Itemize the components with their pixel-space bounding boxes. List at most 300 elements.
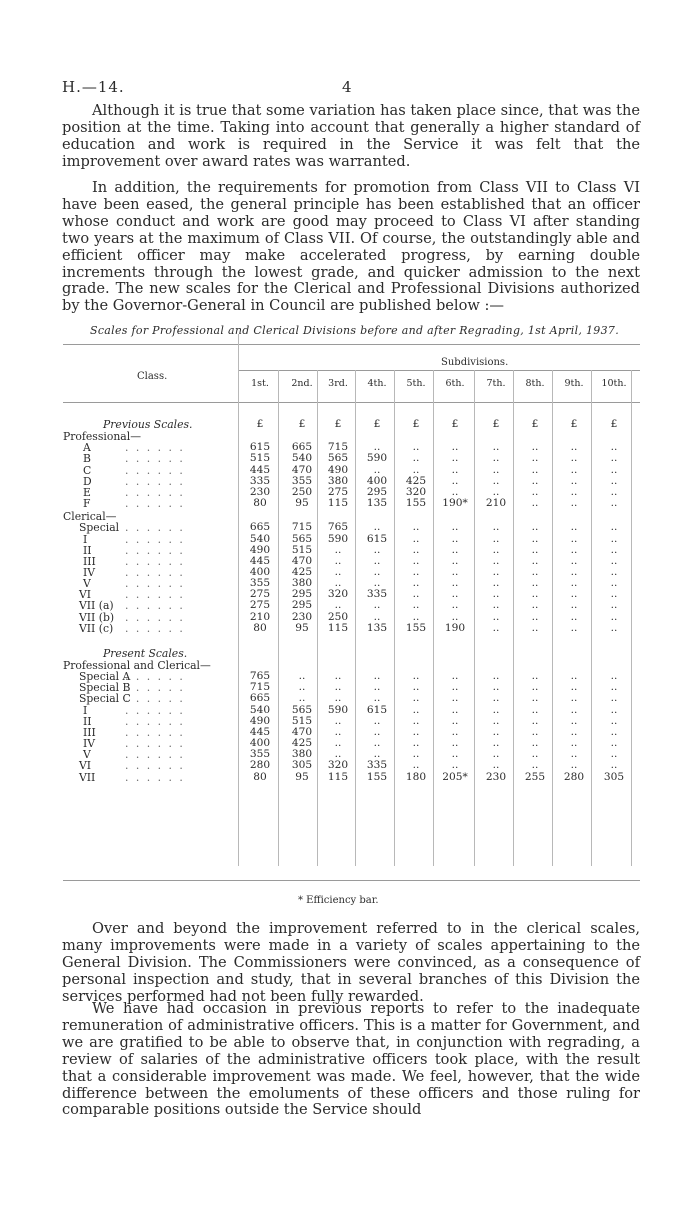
table-cell: ..: [531, 610, 539, 623]
table-cell: ..: [451, 577, 459, 590]
table-cell: 445: [249, 463, 271, 476]
table-bottom-rule: [63, 880, 640, 881]
table-cell: ..: [412, 692, 420, 705]
table-cell: ..: [610, 621, 618, 634]
table-cell: ..: [412, 543, 420, 556]
leader-dots: . . . . . .: [125, 441, 185, 455]
table-cell: 715: [249, 681, 271, 694]
table-cell: ..: [610, 610, 618, 623]
table-cell: ..: [570, 748, 578, 761]
table-cell: 540: [249, 532, 271, 545]
leader-dots: . . . . . .: [125, 610, 185, 624]
table-cell: ..: [373, 681, 381, 694]
table-cell: ..: [373, 748, 381, 761]
paragraph-1: Although it is true that some variation has taken place since, that was the position at the time. Taking into account that generally a higher standard of education and work is required in the Service it was felt that the improvement over award rates was warranted.: [62, 102, 640, 170]
table-cell: ..: [610, 565, 618, 578]
table-cell: ..: [531, 452, 539, 465]
group-label: Clerical—: [63, 510, 117, 524]
table-cell: ..: [531, 737, 539, 750]
salary-scales-table: [63, 344, 640, 884]
table-cell: ..: [451, 703, 459, 716]
leader-dots: . . . . . .: [125, 463, 185, 477]
table-cell: 275: [249, 588, 271, 601]
table-footnote: * Efficiency bar.: [298, 895, 379, 906]
table-cell: ..: [373, 725, 381, 738]
table-cell: ..: [492, 681, 500, 694]
table-cell: ..: [492, 588, 500, 601]
table-cell: ..: [451, 543, 459, 556]
table-cell: ..: [373, 463, 381, 476]
table-cell: 515: [291, 714, 313, 727]
currency-symbol: £: [451, 418, 459, 430]
table-cell: ..: [610, 725, 618, 738]
header-bottom-rule: [63, 402, 640, 403]
leader-dots: . . . . . .: [125, 670, 185, 684]
leader-dots: . . . . . .: [125, 748, 185, 762]
table-cell: ..: [610, 599, 618, 612]
column-separator: [238, 334, 239, 866]
table-caption: Scales for Professional and Clerical Divisions before and after Regrading, 1st April, 1937.: [90, 324, 619, 337]
table-cell: 590: [366, 452, 388, 465]
table-cell: ..: [570, 588, 578, 601]
leader-dots: . . . . . .: [125, 725, 185, 739]
leader-dots: . . . . . .: [125, 714, 185, 728]
table-cell: ..: [492, 748, 500, 761]
table-cell: ..: [373, 554, 381, 567]
table-cell: 565: [291, 703, 313, 716]
table-cell: 95: [295, 497, 309, 510]
table-cell: ..: [531, 554, 539, 567]
leader-dots: . . . . . .: [125, 681, 185, 695]
table-row-label: VII (b): [79, 610, 115, 624]
leader-dots: . . . . . .: [125, 497, 185, 511]
leader-dots: . . . . . .: [125, 621, 185, 635]
table-cell: ..: [451, 554, 459, 567]
table-cell: ..: [334, 725, 342, 738]
table-cell: 115: [327, 770, 349, 783]
table-cell: ..: [412, 521, 420, 534]
table-cell: 275: [249, 599, 271, 612]
table-cell: 135: [366, 621, 388, 634]
leader-dots: . . . . . .: [125, 565, 185, 579]
table-cell: ..: [610, 452, 618, 465]
table-cell: ..: [412, 670, 420, 683]
table-row-label: II: [83, 714, 92, 728]
subdivision-header-7: 7th.: [486, 378, 506, 389]
table-cell: ..: [492, 610, 500, 623]
table-cell: ..: [334, 554, 342, 567]
table-cell: ..: [373, 670, 381, 683]
table-cell: ..: [531, 621, 539, 634]
table-cell: ..: [570, 554, 578, 567]
table-row-label: III: [83, 554, 96, 568]
table-cell: ..: [412, 599, 420, 612]
table-cell: ..: [610, 497, 618, 510]
table-cell: ..: [451, 714, 459, 727]
table-cell: 765: [249, 670, 271, 683]
table-cell: ..: [492, 441, 500, 454]
table-cell: 155: [405, 497, 427, 510]
table-cell: ..: [451, 588, 459, 601]
currency-symbol: £: [298, 418, 306, 430]
table-cell: ..: [610, 543, 618, 556]
table-cell: 335: [366, 588, 388, 601]
table-cell: 115: [327, 497, 349, 510]
table-cell: ..: [412, 452, 420, 465]
column-separator: [513, 370, 514, 866]
table-cell: ..: [451, 670, 459, 683]
table-cell: ..: [451, 565, 459, 578]
table-row-label: Special C: [79, 692, 131, 706]
subdivision-header-2: 2nd.: [291, 378, 313, 389]
section-heading: Previous Scales.: [103, 418, 193, 431]
table-cell: ..: [570, 621, 578, 634]
table-cell: 665: [249, 692, 271, 705]
table-cell: 230: [485, 770, 507, 783]
table-cell: ..: [570, 681, 578, 694]
table-cell: ..: [492, 521, 500, 534]
table-cell: 190*: [442, 497, 468, 510]
table-cell: ..: [492, 577, 500, 590]
table-cell: ..: [492, 599, 500, 612]
table-cell: 355: [249, 748, 271, 761]
table-cell: ..: [531, 759, 539, 772]
table-cell: 155: [366, 770, 388, 783]
table-cell: ..: [531, 714, 539, 727]
table-cell: ..: [412, 588, 420, 601]
table-cell: ..: [570, 610, 578, 623]
table-cell: ..: [412, 714, 420, 727]
subdivision-header-10: 10th.: [601, 378, 627, 389]
table-cell: ..: [412, 703, 420, 716]
table-cell: ..: [451, 485, 459, 498]
table-row-label: VI: [79, 588, 92, 602]
table-cell: 320: [405, 485, 427, 498]
table-cell: 515: [249, 452, 271, 465]
leader-dots: . . . . . .: [125, 474, 185, 488]
table-cell: ..: [610, 748, 618, 761]
table-cell: ..: [610, 759, 618, 772]
table-cell: ..: [610, 681, 618, 694]
table-cell: ..: [531, 497, 539, 510]
leader-dots: . . . . . .: [125, 577, 185, 591]
leader-dots: . . . . . .: [125, 485, 185, 499]
table-cell: ..: [492, 621, 500, 634]
table-cell: ..: [412, 441, 420, 454]
table-cell: ..: [451, 725, 459, 738]
table-cell: 565: [327, 452, 349, 465]
table-cell: 540: [249, 703, 271, 716]
subdivisions-underline: [239, 370, 640, 371]
table-cell: 380: [291, 748, 313, 761]
table-cell: ..: [492, 725, 500, 738]
table-row-label: Special: [79, 521, 120, 535]
table-cell: ..: [570, 441, 578, 454]
table-cell: ..: [492, 452, 500, 465]
currency-symbol: £: [570, 418, 578, 430]
table-cell: ..: [570, 532, 578, 545]
column-separator: [317, 370, 318, 866]
table-cell: ..: [531, 474, 539, 487]
subdivision-header-4: 4th.: [367, 378, 387, 389]
paragraph-4: We have had occasion in previous reports to refer to the inadequate remuneration of administrative officers. This is a matter for Government, and we are gratified to be able to observe that, in conjunction with regrading, a review of salaries of the administrative officers took place, with the result that a considerable improvement was made. We feel, however, that the wide difference between the emoluments of these officers and those ruling for comparable positions outside the Service should: [62, 1000, 640, 1119]
table-row-label: A: [83, 441, 91, 455]
table-cell: ..: [531, 588, 539, 601]
table-cell: ..: [334, 670, 342, 683]
table-cell: 205*: [442, 770, 468, 783]
table-cell: 590: [327, 703, 349, 716]
table-cell: 230: [249, 485, 271, 498]
table-cell: ..: [298, 681, 306, 694]
table-cell: 180: [405, 770, 427, 783]
table-cell: ..: [373, 441, 381, 454]
group-label: Professional—: [63, 430, 141, 444]
column-separator: [631, 370, 632, 866]
table-cell: 400: [366, 474, 388, 487]
table-row-label: II: [83, 543, 92, 557]
table-cell: 590: [327, 532, 349, 545]
leader-dots: . . . . . .: [125, 737, 185, 751]
table-row-label: IV: [83, 565, 96, 579]
table-cell: ..: [531, 692, 539, 705]
table-row-label: I: [83, 703, 88, 717]
table-cell: 320: [327, 588, 349, 601]
report-reference: H.—14.: [62, 78, 125, 96]
table-cell: ..: [531, 543, 539, 556]
table-cell: ..: [334, 714, 342, 727]
table-cell: 155: [405, 621, 427, 634]
table-cell: ..: [373, 599, 381, 612]
table-cell: 715: [327, 441, 349, 454]
table-cell: ..: [334, 565, 342, 578]
table-row-label: V: [83, 577, 91, 591]
table-cell: 490: [249, 714, 271, 727]
table-cell: ..: [610, 577, 618, 590]
table-cell: 400: [249, 565, 271, 578]
table-cell: ..: [451, 681, 459, 694]
table-cell: ..: [334, 692, 342, 705]
table-cell: ..: [492, 554, 500, 567]
leader-dots: . . . . . .: [125, 452, 185, 466]
table-cell: ..: [531, 463, 539, 476]
table-cell: ..: [570, 452, 578, 465]
subdivision-header-3: 3rd.: [328, 378, 348, 389]
table-cell: ..: [531, 725, 539, 738]
table-cell: 80: [253, 770, 267, 783]
table-cell: 305: [603, 770, 625, 783]
currency-symbol: £: [492, 418, 500, 430]
column-separator: [552, 370, 553, 866]
table-cell: 250: [327, 610, 349, 623]
table-cell: 490: [249, 543, 271, 556]
table-cell: ..: [451, 748, 459, 761]
table-cell: ..: [373, 714, 381, 727]
table-row-label: VI: [79, 759, 92, 773]
currency-symbol: £: [256, 418, 264, 430]
table-cell: ..: [492, 565, 500, 578]
section-heading: Present Scales.: [103, 646, 188, 660]
table-row-label: VII (c): [79, 621, 114, 635]
table-cell: 295: [291, 588, 313, 601]
table-cell: ..: [492, 759, 500, 772]
table-cell: ..: [570, 463, 578, 476]
table-cell: ..: [570, 543, 578, 556]
column-separator: [278, 370, 279, 866]
table-cell: ..: [610, 554, 618, 567]
table-cell: ..: [570, 599, 578, 612]
table-cell: 275: [327, 485, 349, 498]
leader-dots: . . . . . .: [125, 692, 185, 706]
class-column-header: Class.: [137, 371, 168, 382]
table-row-label: IV: [83, 737, 96, 751]
column-separator: [355, 370, 356, 866]
table-cell: 335: [249, 474, 271, 487]
table-cell: ..: [492, 532, 500, 545]
table-cell: ..: [570, 485, 578, 498]
table-cell: ..: [412, 725, 420, 738]
table-cell: ..: [412, 463, 420, 476]
table-cell: ..: [451, 463, 459, 476]
table-cell: ..: [570, 497, 578, 510]
column-separator: [394, 370, 395, 866]
paragraph-3: Over and beyond the improvement referred to in the clerical scales, many improvements were made in a variety of scales appertaining to the General Division. The Commissioners were convinced, as a consequence of personal inspection and study, that in several branches of this Division the services performed had not been fully rewarded.: [62, 920, 640, 1005]
table-cell: ..: [298, 692, 306, 705]
subdivisions-header: Subdivisions.: [441, 357, 509, 368]
table-cell: ..: [570, 474, 578, 487]
table-cell: ..: [610, 474, 618, 487]
leader-dots: . . . . . .: [125, 532, 185, 546]
table-row-label: I: [83, 532, 88, 546]
table-cell: ..: [412, 759, 420, 772]
table-cell: 615: [366, 532, 388, 545]
table-cell: 715: [291, 521, 313, 534]
table-cell: ..: [610, 670, 618, 683]
table-cell: 255: [524, 770, 546, 783]
table-cell: ..: [451, 441, 459, 454]
table-cell: 445: [249, 725, 271, 738]
table-row-label: VII (a): [79, 599, 114, 613]
table-cell: ..: [373, 565, 381, 578]
table-cell: ..: [610, 532, 618, 545]
table-cell: ..: [531, 599, 539, 612]
table-cell: ..: [531, 703, 539, 716]
table-cell: 280: [249, 759, 271, 772]
table-cell: ..: [412, 610, 420, 623]
table-cell: ..: [531, 577, 539, 590]
table-cell: 115: [327, 621, 349, 634]
table-cell: 95: [295, 621, 309, 634]
leader-dots: . . . . . .: [125, 554, 185, 568]
table-cell: ..: [610, 441, 618, 454]
table-cell: 295: [366, 485, 388, 498]
currency-symbol: £: [531, 418, 539, 430]
table-cell: ..: [570, 737, 578, 750]
table-cell: ..: [570, 565, 578, 578]
table-cell: ..: [570, 759, 578, 772]
table-cell: ..: [492, 692, 500, 705]
table-cell: 425: [291, 737, 313, 750]
subdivision-header-5: 5th.: [406, 378, 426, 389]
table-cell: ..: [412, 532, 420, 545]
table-cell: 320: [327, 759, 349, 772]
subdivision-header-8: 8th.: [525, 378, 545, 389]
table-cell: ..: [451, 452, 459, 465]
table-cell: ..: [492, 463, 500, 476]
table-cell: ..: [531, 485, 539, 498]
table-cell: ..: [451, 532, 459, 545]
table-cell: ..: [412, 737, 420, 750]
table-row-label: B: [83, 452, 91, 466]
table-cell: ..: [531, 565, 539, 578]
table-cell: ..: [531, 670, 539, 683]
table-cell: ..: [334, 681, 342, 694]
subdivision-header-6: 6th.: [445, 378, 465, 389]
table-cell: ..: [610, 485, 618, 498]
table-cell: 135: [366, 497, 388, 510]
table-cell: 490: [327, 463, 349, 476]
table-cell: 295: [291, 599, 313, 612]
table-cell: ..: [531, 532, 539, 545]
table-cell: 565: [291, 532, 313, 545]
currency-symbol: £: [412, 418, 420, 430]
table-cell: 380: [291, 577, 313, 590]
leader-dots: . . . . . .: [125, 759, 185, 773]
table-cell: 95: [295, 770, 309, 783]
table-cell: ..: [334, 737, 342, 750]
table-cell: ..: [492, 543, 500, 556]
table-cell: 380: [327, 474, 349, 487]
table-cell: 210: [249, 610, 271, 623]
table-cell: 80: [253, 621, 267, 634]
column-separator: [474, 370, 475, 866]
table-cell: 425: [405, 474, 427, 487]
table-cell: ..: [298, 670, 306, 683]
table-cell: ..: [373, 543, 381, 556]
table-cell: ..: [412, 554, 420, 567]
table-cell: ..: [334, 748, 342, 761]
table-row-label: D: [83, 474, 92, 488]
leader-dots: . . . . . .: [125, 521, 185, 535]
page-number: 4: [342, 78, 352, 96]
table-cell: ..: [492, 737, 500, 750]
table-top-rule: [63, 344, 640, 345]
table-row-label: VII: [79, 770, 96, 784]
table-cell: ..: [373, 610, 381, 623]
table-cell: 355: [291, 474, 313, 487]
table-cell: ..: [492, 714, 500, 727]
table-cell: ..: [570, 725, 578, 738]
table-cell: ..: [570, 670, 578, 683]
table-row-label: V: [83, 748, 91, 762]
table-cell: 470: [291, 725, 313, 738]
table-cell: ..: [531, 521, 539, 534]
table-cell: ..: [492, 474, 500, 487]
table-cell: ..: [412, 577, 420, 590]
table-cell: 470: [291, 463, 313, 476]
table-cell: ..: [610, 463, 618, 476]
subdivision-header-9: 9th.: [564, 378, 584, 389]
table-cell: ..: [373, 521, 381, 534]
table-cell: ..: [373, 692, 381, 705]
table-cell: ..: [610, 588, 618, 601]
table-cell: ..: [610, 714, 618, 727]
currency-symbol: £: [334, 418, 342, 430]
table-cell: 445: [249, 554, 271, 567]
table-cell: ..: [610, 692, 618, 705]
table-cell: ..: [492, 485, 500, 498]
subdivision-header-1: 1st.: [251, 378, 269, 389]
group-label: Professional and Clerical—: [63, 659, 211, 672]
